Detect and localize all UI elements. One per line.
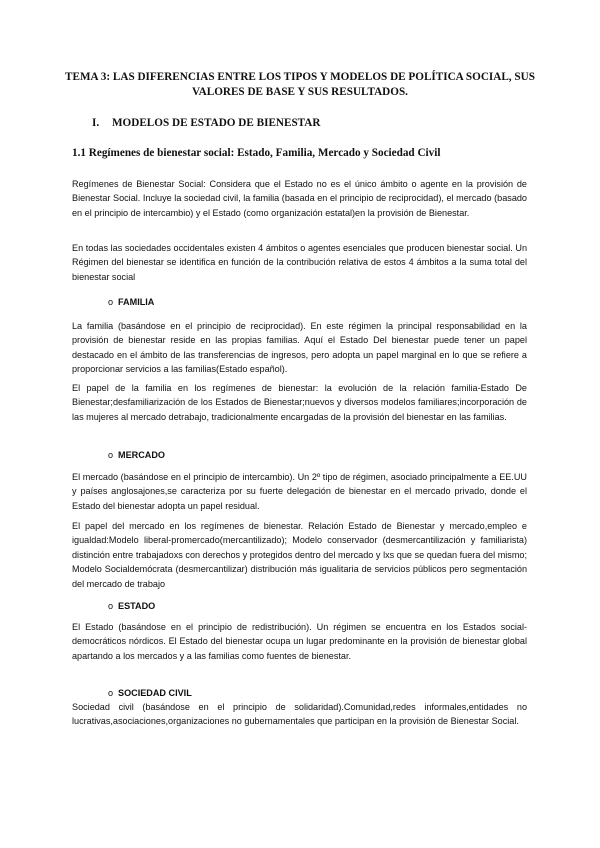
- bullet-glyph: o: [108, 601, 114, 611]
- sociedad-civil-heading: [108, 686, 192, 700]
- section-heading: [92, 116, 320, 130]
- mercado-heading-label: MERCADO: [118, 450, 165, 460]
- section-label: MODELOS DE ESTADO DE BIENESTAR: [112, 117, 321, 129]
- familia-paragraph-2: El papel de la familia en los regímenes de bienestar: la evolución de la relación familia-Estado De Bienestar;desfamiliarización de los Estados de Bienestar;nuevos y diversos modelos familiares;incorporación de las mujeres al mercado detrabajo, tradicionalmente encargadas de la provisión del bienestar en las familias.: [72, 383, 527, 422]
- subsection-heading: 1.1 Regímenes de bienestar social: Estado, Familia, Mercado y Sociedad Civil: [72, 147, 441, 159]
- mercado-paragraph-2: El papel del mercado en los regímenes de bienestar. Relación Estado de Bienestar y mercado,empleo e igualdad:Modelo liberal-promercado(mercantilizado); Modelo conservador (desmercantilización y familiarista) distinción entre trabajadoxs con derechos y protegidos dentro del mercado y lxs que se quedan fuera del mismo; Modelo Socialdemócrata (desmercantilizar) distribución más igualitaria de servicios públicos pero segmentación del mercado de trabajo: [72, 521, 527, 589]
- mercado-heading: [108, 448, 165, 462]
- bullet-glyph: o: [108, 688, 114, 698]
- familia-heading: [108, 295, 154, 309]
- estado-heading: [108, 599, 155, 613]
- estado-paragraph-1: El Estado (basándose en el principio de redistribución). Un régimen se encuentra en los Estados social-democráticos nórdicos. El Estado del bienestar ocupa un lugar predominante en la provisión de bienestar global apartando a los mercados y a las familias como fuentes de bienestar.: [72, 622, 527, 661]
- section-number: I.: [92, 117, 100, 129]
- document-title: TEMA 3: LAS DIFERENCIAS ENTRE LOS TIPOS Y MODELOS DE POLÍTICA SOCIAL, SUS VALORES DE BASE Y SUS RESULTADOS.: [65, 71, 535, 98]
- mercado-paragraph-1: El mercado (basándose en el principio de intercambio). Un 2º tipo de régimen, asociado principalmente a EE.UU y países anglosajones,se caracteriza por su fuerte delegación de bienestar en el mercado privado, donde el Estado del bienestar adopta un papel residual.: [72, 472, 527, 511]
- estado-heading-label: ESTADO: [118, 601, 156, 611]
- sociedad-civil-paragraph-1: Sociedad civil (basándose en el principio de solidaridad).Comunidad,redes informales,entidades no lucrativas,asociaciones,organizaciones no gubernamentales que participan en la provisión de Bienestar Social.: [72, 702, 527, 727]
- familia-paragraph-1: La familia (basándose en el principio de reciprocidad). En este régimen la principal responsabilidad en la provisión de bienestar reside en las propias familias. Aquí el Estado Del bienestar puede tener un papel destacado en el ámbito de las transferencias de ingresos, pero adopta un papel marginal en lo que se refiere a proporcionar servicios a las familias(Estado español).: [72, 321, 527, 375]
- bullet-glyph: o: [108, 450, 114, 460]
- intro-paragraph-2: En todas las sociedades occidentales existen 4 ámbitos o agentes esenciales que producen bienestar social. Un Régimen del bienestar se identifica en función de la contribución relativa de estos 4 ámbitos a la suma total del bienestar social: [72, 243, 527, 282]
- familia-heading-label: FAMILIA: [118, 297, 155, 307]
- bullet-glyph: o: [108, 297, 114, 307]
- intro-paragraph-1: Regímenes de Bienestar Social: Considera que el Estado no es el único ámbito o agente en la provisión de Bienestar Social. Incluye la sociedad civil, la familia (basada en el principio de reciprocidad), el mercado (basado en el principio de intercambio) y el Estado (como organización estatal)en la provisión de Bienestar.: [72, 179, 527, 218]
- sociedad-civil-heading-label: SOCIEDAD CIVIL: [118, 688, 192, 698]
